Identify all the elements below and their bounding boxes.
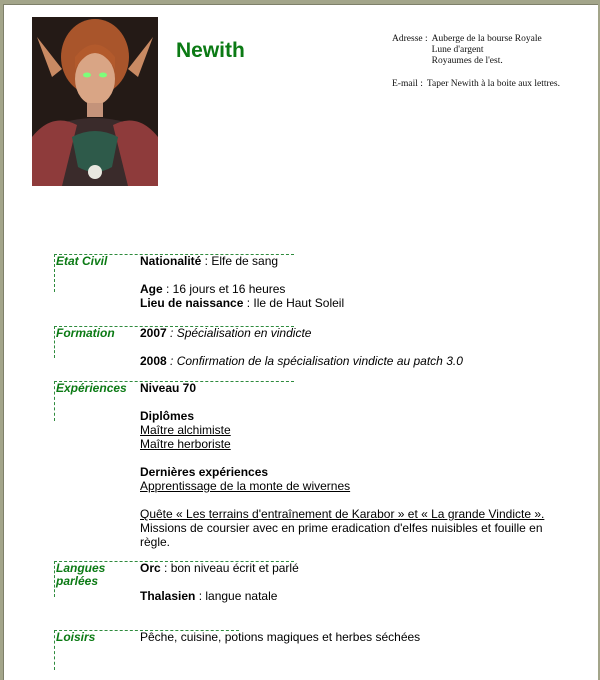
section-body — [140, 561, 555, 603]
formation-year: 2007 — [140, 326, 167, 340]
section-loisirs — [52, 630, 572, 675]
section-langues — [52, 561, 572, 616]
section-experiences — [52, 381, 572, 551]
naissance-line — [140, 296, 555, 310]
section-divider-vertical — [54, 254, 55, 292]
naissance-value: : Ile de Haut Soleil — [243, 296, 345, 310]
address-label: Adresse : — [392, 34, 428, 44]
section-title: Expériences — [56, 381, 127, 395]
address-line: Royaumes de l'est. — [431, 56, 503, 66]
section-body — [140, 381, 555, 549]
langue-item — [140, 589, 555, 603]
section-divider-vertical — [54, 561, 55, 597]
langue-item — [140, 561, 555, 575]
langue-name: Orc — [140, 561, 161, 575]
portrait-photo — [32, 17, 158, 186]
section-formation — [52, 326, 572, 371]
niveau: Niveau 70 — [140, 381, 197, 395]
section-etat-civil — [52, 254, 572, 314]
age-label: Age — [140, 282, 163, 296]
diplomes-label: Diplômes — [140, 409, 195, 423]
section-divider-vertical — [54, 326, 55, 358]
age-value: : 16 jours et 16 heures — [162, 282, 286, 296]
section-title: Formation — [56, 326, 115, 340]
loisirs-text: Pêche, cuisine, potions magiques et herbes séchées — [140, 630, 421, 644]
apprentissage: Apprentissage de la monte de wivernes — [140, 479, 351, 493]
section-body — [140, 326, 555, 368]
address-line: Lune d'argent — [431, 45, 484, 55]
diplome-item: Maître herboriste — [140, 437, 231, 451]
age-line — [140, 282, 555, 296]
address-line: Auberge de la bourse Royale — [431, 34, 542, 44]
formation-item — [140, 354, 555, 368]
quete: Quête « Les terrains d'entraînement de Karabor » et « La grande Vindicte ». — [140, 507, 545, 521]
email-label: E-mail : — [392, 79, 423, 89]
langue-text: : langue natale — [195, 589, 278, 603]
formation-text: : Spécialisation en vindicte — [166, 326, 312, 340]
naissance-label: Lieu de naissance — [140, 296, 244, 310]
section-divider-vertical — [54, 630, 55, 670]
formation-item — [140, 326, 555, 340]
email-value: Taper Newith à la boite aux lettres. — [426, 79, 560, 89]
section-title: Etat Civil — [56, 254, 108, 268]
section-body — [140, 254, 555, 310]
contact-block — [392, 34, 592, 90]
address-lines — [432, 34, 542, 67]
langue-text: : bon niveau écrit et parlé — [160, 561, 299, 575]
section-body — [140, 630, 555, 644]
email-row — [392, 79, 592, 90]
missions: Missions de coursier avec en prime eradication d'elfes nuisibles et fouille en règle. — [140, 521, 543, 549]
document-page — [3, 4, 598, 680]
formation-text: : Confirmation de la spécialisation vindicte au patch 3.0 — [166, 354, 463, 368]
section-divider-vertical — [54, 381, 55, 421]
section-title: Langues parlées — [56, 561, 106, 588]
langue-name: Thalasien — [140, 589, 196, 603]
address-row — [392, 34, 592, 67]
nationalite-value: : Elfe de sang — [201, 254, 279, 268]
formation-year: 2008 — [140, 354, 167, 368]
nationalite-line — [140, 254, 555, 268]
dernieres-label: Dernières expériences — [140, 465, 269, 479]
nationalite-label: Nationalité — [140, 254, 202, 268]
diplome-item: Maître alchimiste — [140, 423, 231, 437]
person-name: Newith — [176, 39, 245, 62]
section-title: Loisirs — [56, 630, 96, 644]
